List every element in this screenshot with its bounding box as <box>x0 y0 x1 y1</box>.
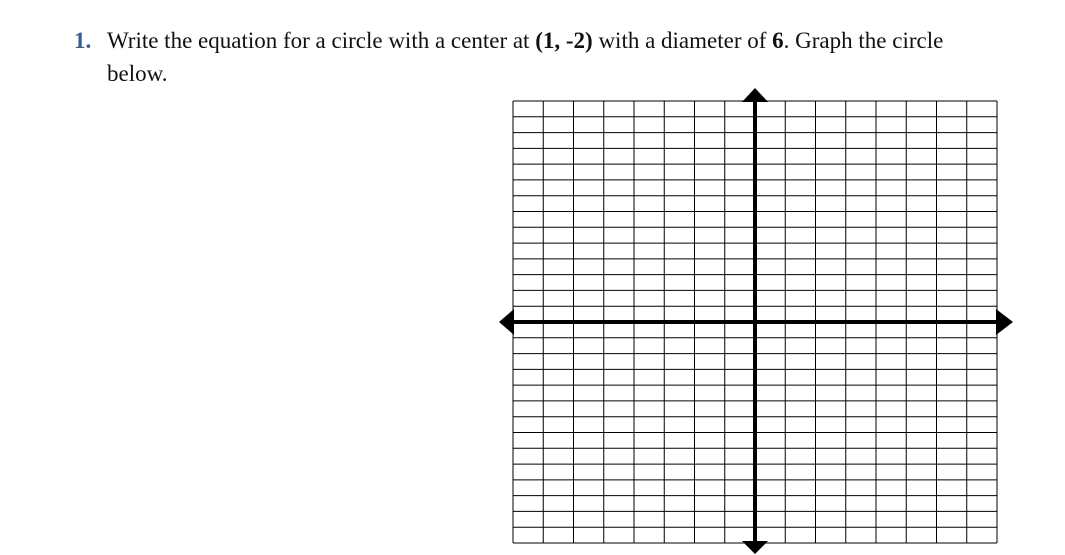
y-axis-top-arrow-icon <box>742 88 768 102</box>
axes <box>499 88 1013 554</box>
question-number: 1. <box>74 28 92 53</box>
x-axis-left-arrow-icon <box>499 309 514 335</box>
center-value: (1, -2) <box>535 28 593 53</box>
question-text-part: with a diameter of <box>592 28 773 53</box>
x-axis-right-arrow-icon <box>996 309 1013 335</box>
question-text-part: Write the equation for a circle with a center at <box>107 28 536 53</box>
diameter-value: 6 <box>772 28 784 53</box>
y-axis-bottom-arrow-icon <box>742 541 768 554</box>
question-text-part: . Graph the circle below. <box>107 28 944 86</box>
